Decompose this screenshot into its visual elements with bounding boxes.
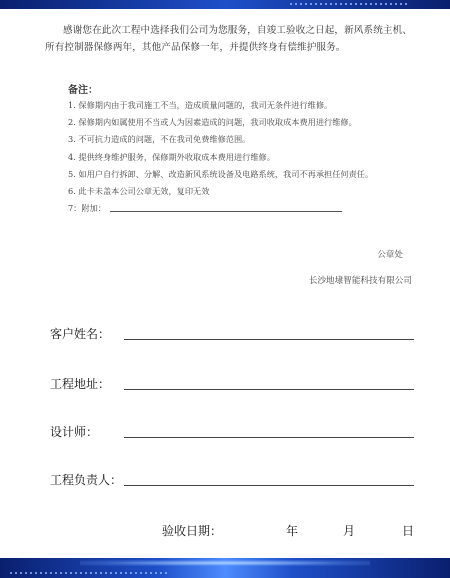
day-label: 日 [402, 524, 415, 538]
bottom-decorative-bar [0, 558, 450, 578]
project-manager-input-line[interactable] [124, 485, 414, 486]
note-item-attachment [68, 202, 428, 219]
customer-name-label: 客户姓名： [50, 327, 111, 341]
attachment-label: 7：附加： [68, 203, 106, 214]
bottom-bar-dots [10, 572, 170, 574]
month-label: 月 [343, 524, 356, 538]
notes-title: 备注： [68, 85, 98, 96]
designer-field [50, 420, 414, 440]
note-item-3: 3. 不可抗力造成的问题，不在我司免费维修范围。 [68, 134, 251, 145]
notes-list [68, 99, 428, 219]
customer-name-field [50, 322, 414, 342]
seal-label: 公章处 [377, 250, 403, 260]
project-manager-field [50, 468, 414, 488]
acceptance-date-row [0, 522, 450, 542]
note-item-6: 6. 此卡未盖本公司公章无效，复印无效 [68, 185, 210, 196]
note-item-2: 2. 保修期内如属使用不当或人为因素造成的问题，我司收取成本费用进行维修。 [68, 117, 357, 128]
company-name: 长沙地埭智能科技有限公司 [308, 276, 412, 286]
year-label: 年 [286, 524, 299, 538]
top-bar-dots [290, 3, 410, 5]
top-decorative-bar [0, 0, 450, 9]
project-manager-label: 工程负责人： [50, 473, 123, 487]
designer-input-line[interactable] [124, 437, 414, 438]
customer-name-input-line[interactable] [124, 339, 414, 340]
designer-label: 设计师： [50, 425, 99, 439]
project-address-field [50, 372, 414, 392]
note-item-1: 1. 保修期内由于我司施工不当，造成质量问题的，我司无条件进行维修。 [68, 100, 333, 110]
intro-paragraph: 感谢您在此次工程中选择我们公司为您服务，自竣工验收之日起，新风系统主机、所有控制器保修两年，其他产品保修一年，并提供终身有偿维护服务。 [45, 25, 412, 53]
note-item-5: 5. 如用户自行拆卸、分解、改造新风系统设备及电路系统，我司不再承担任何责任。 [68, 168, 374, 179]
note-item-4: 4. 提供终身维护服务，保修期外收取成本费用进行维修。 [68, 151, 275, 162]
attachment-fill-line[interactable] [110, 211, 342, 212]
project-address-input-line[interactable] [124, 389, 414, 390]
bottom-bar-glow [80, 560, 370, 566]
project-address-label: 工程地址： [50, 377, 111, 391]
acceptance-date-label: 验收日期： [162, 524, 223, 538]
